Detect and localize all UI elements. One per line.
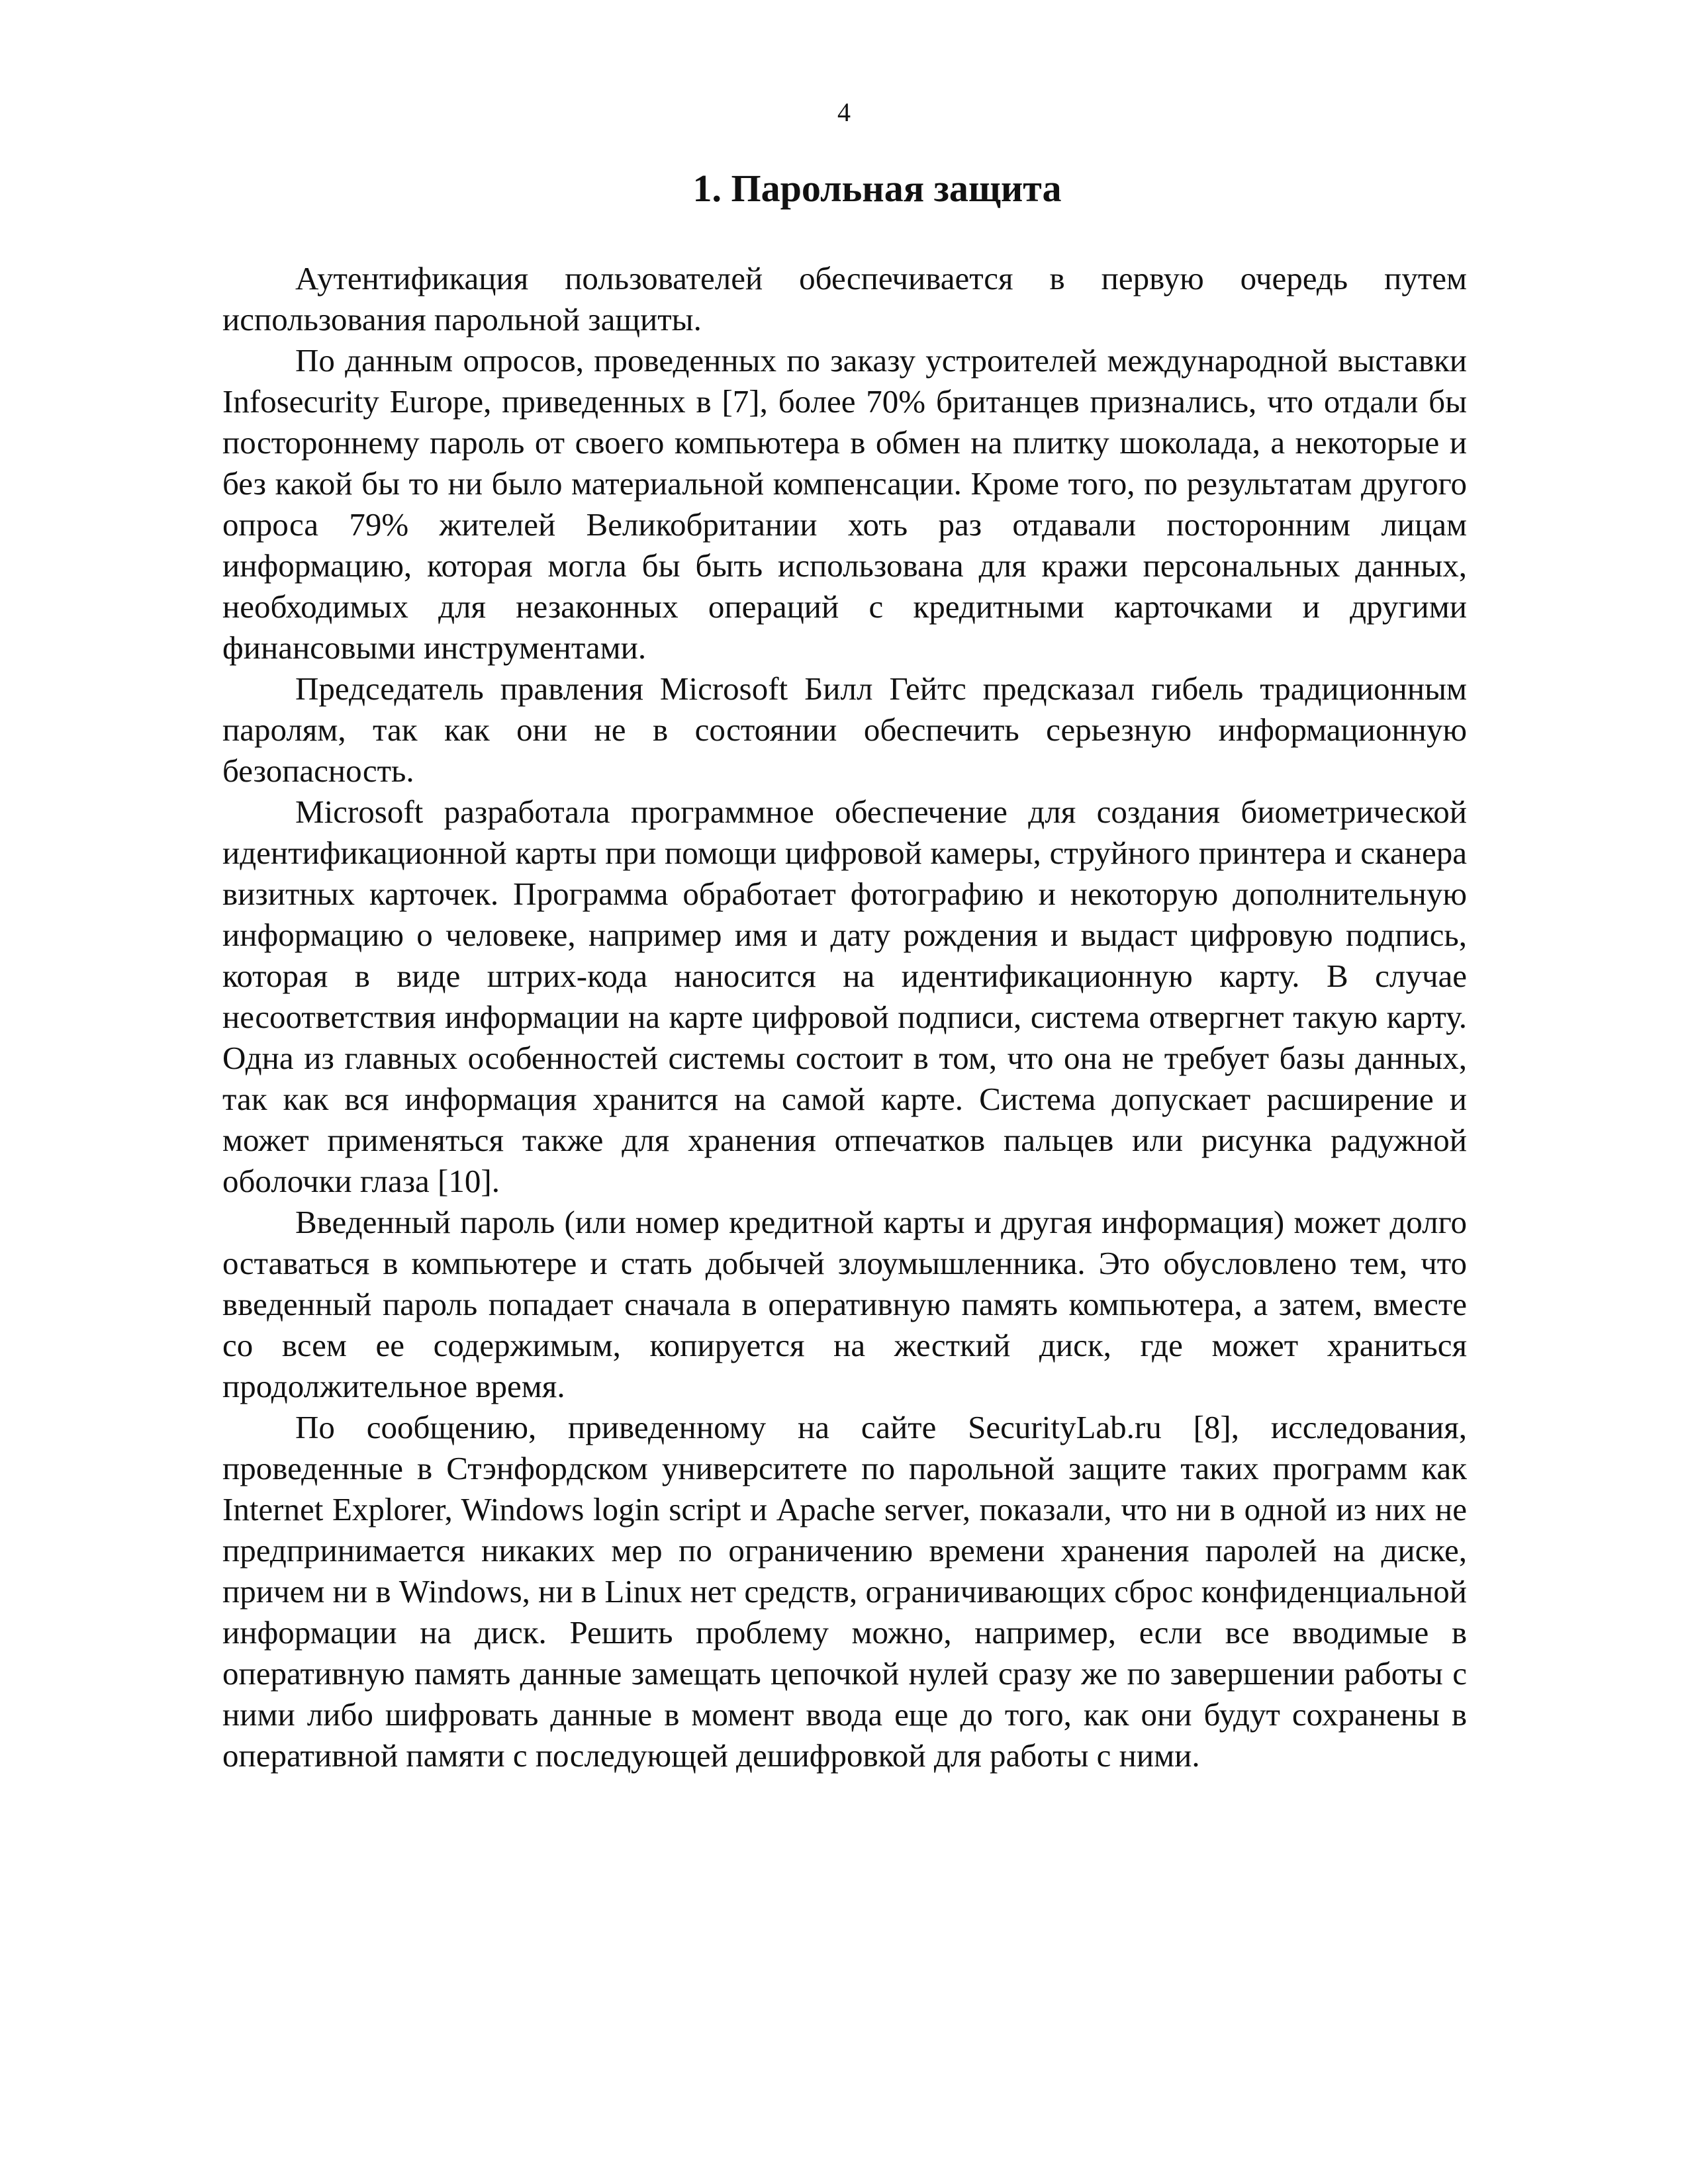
paragraph-biometric-card: Microsoft разработала программное обеспечение для создания биометрической идентификационной карты при помощи цифровой камеры, струйного принтера и сканера визитных карточек. Программа обработает фотографию и некоторую дополнительную информацию о человеке, например имя и дату рождения и выдаст цифровую подпись, которая в виде штрих-кода наносится на идентификационную карту. В случае несоответствия информации на карте цифровой подписи, система отвергнет такую карту. Одна из главных особенностей системы состоит в том, что она не требует базы данных, так как вся информация хранится на самой карте. Система допускает расширение и может применяться также для хранения отпечатков пальцев или рисунка радужной оболочки глаза [10]. bbox=[222, 794, 1467, 1199]
section-heading: 1. Парольная защита bbox=[692, 167, 1062, 210]
paragraph-survey: По данным опросов, проведенных по заказу устроителей международной выставки Infosecurity Europe, приведенных в [7], более 70% британцев признались, что отдали бы постороннему пароль от своего компьютера в обмен на плитку шоколада, а некоторые и без какой бы то ни было материальной компенсации. Кроме того, по результатам другого опроса 79% жителей Великобритании хоть раз отдавали посторонним лицам информацию, которая могла бы быть использована для кражи персональных данных, необходимых для незаконных операций с кредитными карточками и другими финансовыми инструментами. bbox=[222, 342, 1467, 666]
paragraph-password-memory: Введенный пароль (или номер кредитной карты и другая информация) может долго оставаться в компьютере и стать добычей злоумышленника. Это обусловлено тем, что введенный пароль попадает сначала в оперативную память компьютера, а затем, вместе со всем ее содержимым, копируется на жесткий диск, где может храниться продолжительное время. bbox=[222, 1204, 1467, 1404]
paragraph-gates: Председатель правления Microsoft Билл Гейтс предсказал гибель традиционным паролям, так как они не в состоянии обеспечить серьезную информационную безопасность. bbox=[222, 670, 1467, 789]
page-number: 4 bbox=[837, 97, 851, 127]
paragraph-stanford-study: По сообщению, приведенному на сайте SecurityLab.ru [8], исследования, проведенные в Стэнфордском университете по парольной защите таких программ как Internet Explorer, Windows login script и Apache server, показали, что ни в одной из них не предпринимается никаких мер по ограничению времени хранения паролей на диске, причем ни в Windows, ни в Linux нет средств, ограничивающих сброс конфиденциальной информации на диск. Решить проблему можно, например, если все вводимые в оперативную память данные замещать цепочкой нулей сразу же по завершении работы с ними либо шифровать данные в момент ввода еще до того, как они будут сохранены в оперативной памяти с последующей дешифровкой для работы с ними. bbox=[222, 1409, 1467, 1774]
body-text bbox=[222, 258, 1467, 1776]
paragraph-authentication: Аутентификация пользователей обеспечивается в первую очередь путем использования парольной защиты. bbox=[222, 260, 1467, 338]
